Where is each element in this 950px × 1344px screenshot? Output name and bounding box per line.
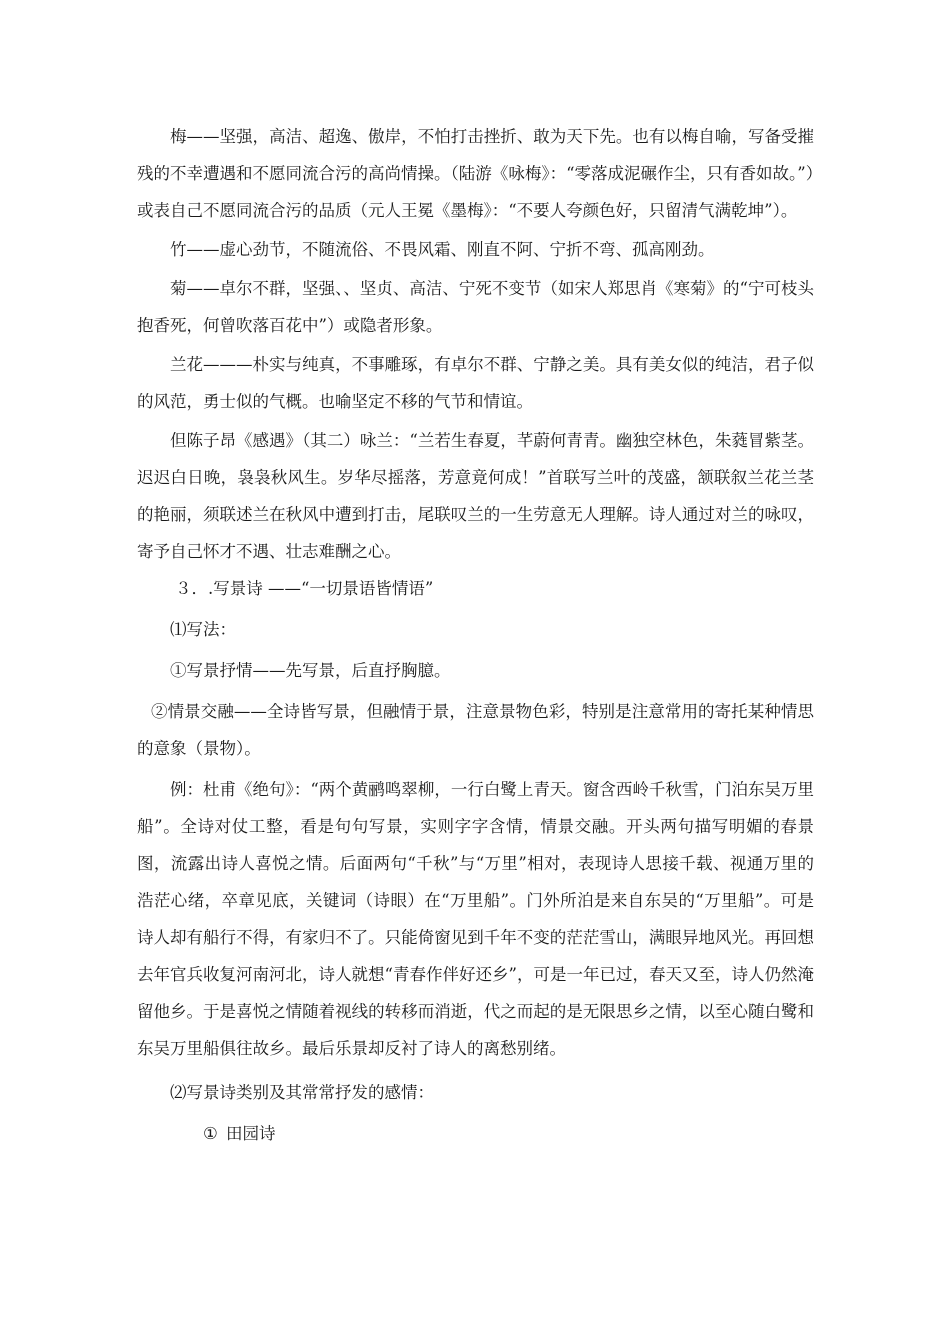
list-item-number: ① xyxy=(203,1124,218,1143)
document-page xyxy=(137,118,814,1152)
paragraph-chrysanthemum: 菊——卓尔不群，坚强、、坚贞、高洁、宁死不变节（如宋人郑思肖《寒菊》的“宁可枝头抱香死，何曾吹落百花中”）或隐者形象。 xyxy=(137,279,814,335)
paragraph-writing-method: ⑴写法： xyxy=(170,620,236,639)
paragraph-plum: 梅——坚强，高洁、超逸、傲岸，不怕打击挫折、敢为天下先。也有以梅自喻，写备受摧残的不幸遭遇和不愿同流合污的高尚情操。（陆游《咏梅》：“零落成泥碾作尘，只有香如故。”）或表自己不愿同流合污的品质（元人王冕《墨梅》：“不要人夸颜色好，只留清气满乾坤”）。 xyxy=(137,127,814,220)
paragraph-chen-ziang: 但陈子昂《感遇》（其二）咏兰：“兰若生春夏，芊蔚何青青。幽独空林色，朱蕤冒紫茎。迟迟白日晚，袅袅秋风生。岁华尽摇落，芳意竟何成！”首联写兰叶的茂盛，颔联叙兰花兰茎的艳丽，须联述兰在秋风中遭到打击，尾联叹兰的一生劳意无人理解。诗人通过对兰的咏叹，寄予自己怀才不遇、壮志难酬之心。 xyxy=(137,431,814,561)
paragraph-bamboo: 竹——虚心劲节，不随流俗、不畏风霜、刚直不阿、宁折不弯、孤高刚劲。 xyxy=(170,240,715,259)
list-item-method-2: ②情景交融——全诗皆写景，但融情于景，注意景物色彩，特别是注意常用的寄托某种情思的意象（景物）。 xyxy=(137,702,814,758)
list-item-label: 田园诗 xyxy=(226,1124,276,1143)
paragraph-example-du-fu: 例：杜甫《绝句》：“两个黄鹂鸣翠柳，一行白鹭上青天。窗含西岭千秋雪，门泊东吴万里船”。全诗对仗工整，看是句句写景，实则字字含情，情景交融。开头两句描写明媚的春景图，流露出诗人喜悦之情。后面两句“千秋”与“万里”相对，表现诗人思接千载、视通万里的浩茫心绪，卒章见底，关键词（诗眼）在“万里船”。门外所泊是来自东吴的“万里船”。可是诗人却有船行不得，有家归不了。只能倚窗见到千年不变的茫茫雪山，满眼异地风光。再回想去年官兵收复河南河北，诗人就想“青春作伴好还乡”，可是一年已过，春天又至，诗人仍然淹留他乡。于是喜悦之情随着视线的转移而消逝，代之而起的是无限思乡之情，以至心随白鹭和东吴万里船俱往故乡。最后乐景却反衬了诗人的离愁别绪。 xyxy=(137,780,814,1058)
paragraph-categories: ⑵写景诗类别及其常常抒发的感情： xyxy=(170,1083,434,1102)
paragraph-orchid: 兰花———朴实与纯真，不事雕琢，有卓尔不群、宁静之美。具有美女似的纯洁，君子似的风范，勇士似的气概。也喻坚定不移的气节和情谊。 xyxy=(137,355,814,411)
list-item-category-1 xyxy=(137,1115,814,1152)
list-item-method-1: ①写景抒情——先写景，后直抒胸臆。 xyxy=(170,661,451,680)
section-heading-landscape-poetry: ３．.写景诗 ——“一切景语皆情语” xyxy=(175,579,434,598)
